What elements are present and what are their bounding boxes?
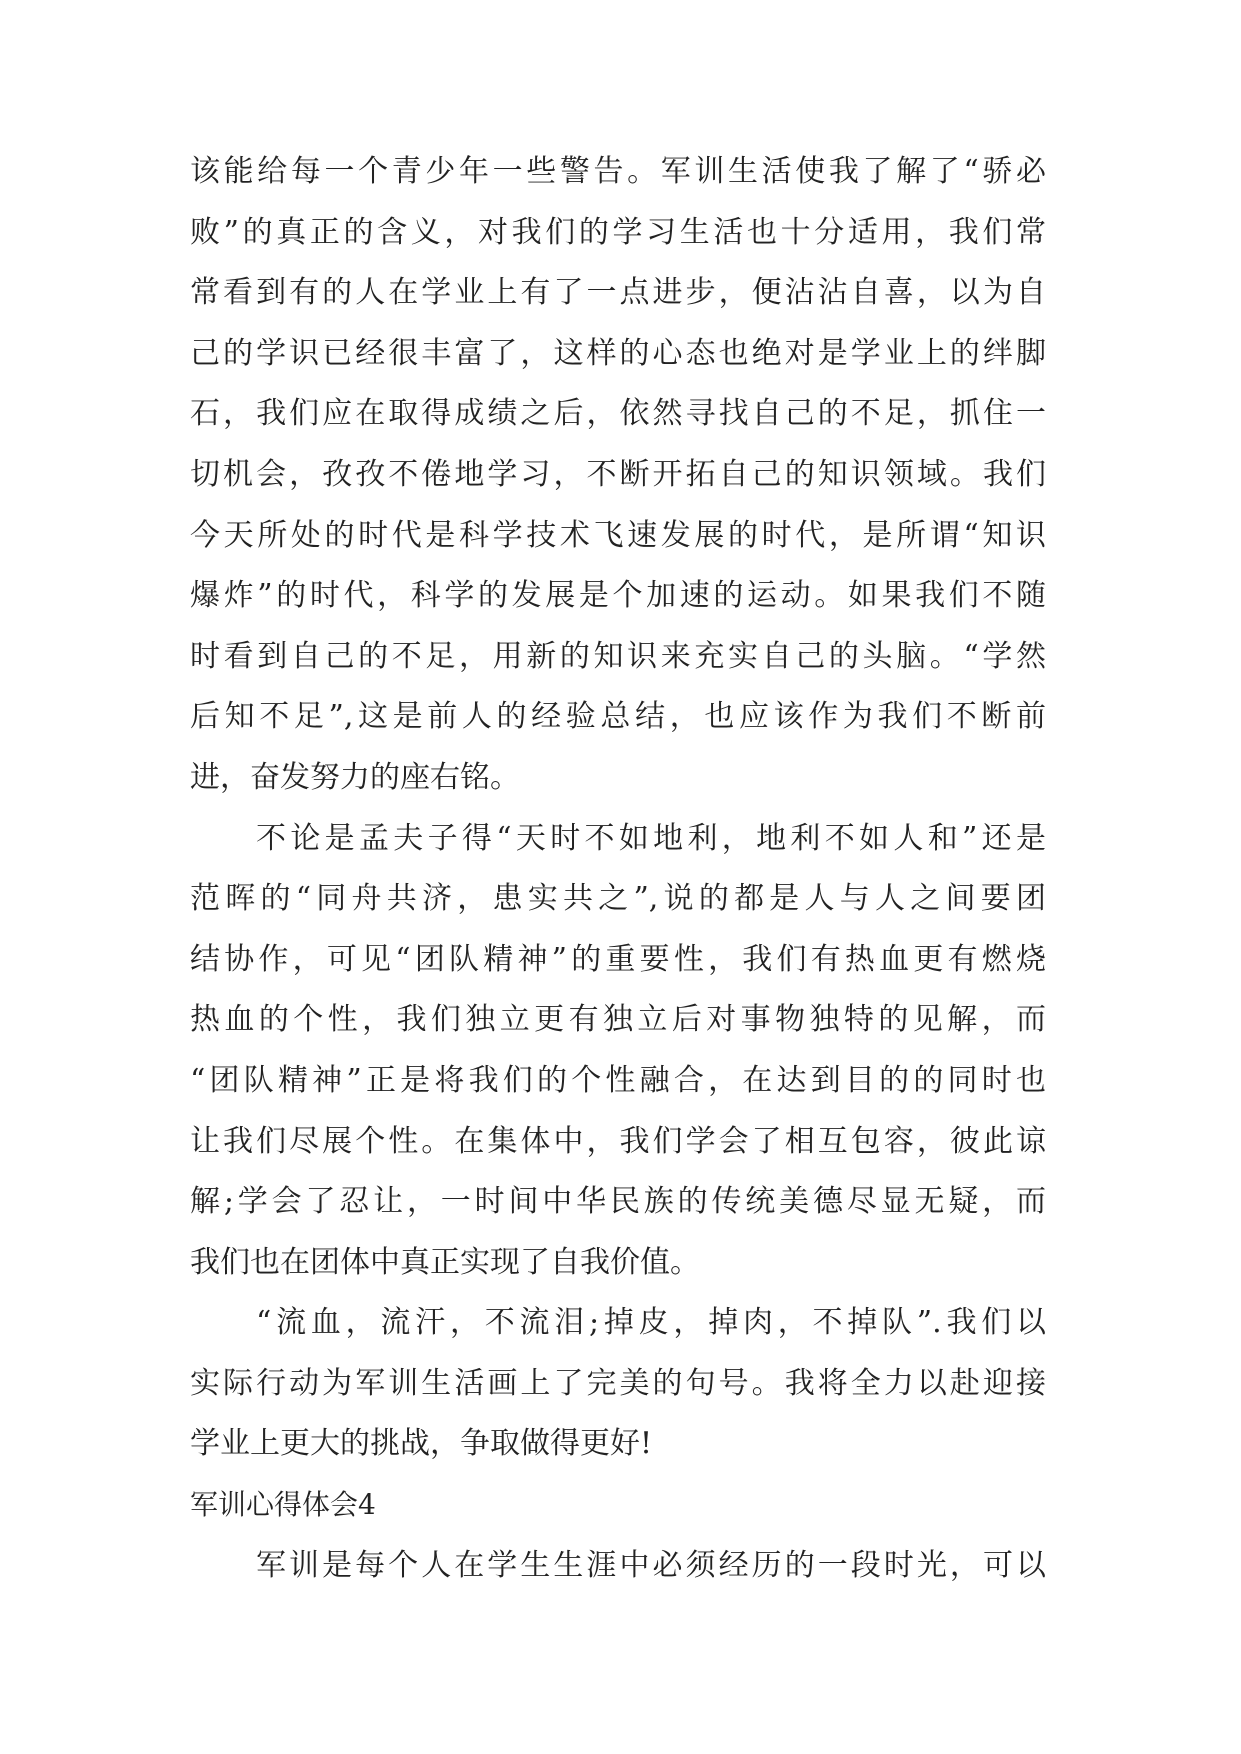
text-line: 时看到自己的不足，用新的知识来充实自己的头脑。“学然 <box>190 638 1046 674</box>
text-line: 让我们尽展个性。在集体中，我们学会了相互包容，彼此谅 <box>190 1123 1046 1159</box>
section-heading: 军训心得体会4 <box>190 1488 376 1522</box>
document-body <box>190 142 1046 1596</box>
text-line: 该能给每一个青少年一些警告。军训生活使我了解了“骄必 <box>190 154 1046 189</box>
text-line: 学业上更大的挑战，争取做得更好! <box>190 1426 653 1462</box>
text-line: 热血的个性，我们独立更有独立后对事物独特的见解，而 <box>190 1002 1046 1038</box>
text-line: 己的学识已经很丰富了，这样的心态也绝对是学业上的绊脚 <box>190 335 1046 371</box>
text-line: 解;学会了忍让，一时间中华民族的传统美德尽显无疑，而 <box>190 1184 1046 1220</box>
text-line: 石，我们应在取得成绩之后，依然寻找自己的不足，抓住一 <box>190 396 1046 432</box>
text-line: 常看到有的人在学业上有了一点进步，便沾沾自喜，以为自 <box>190 275 1046 311</box>
text-line: 实际行动为军训生活画上了完美的句号。我将全力以赴迎接 <box>190 1365 1046 1401</box>
text-line: 进，奋发努力的座右铭。 <box>190 759 520 795</box>
text-line: 范晖的“同舟共济，患实共之”,说的都是人与人之间要团 <box>190 881 1046 917</box>
paragraph-first-line: 不论是孟夫子得“天时不如地利，地利不如人和”还是 <box>256 820 1046 856</box>
text-line: 我们也在团体中真正实现了自我价值。 <box>190 1244 700 1280</box>
text-line: 切机会，孜孜不倦地学习，不断开拓自己的知识领域。我们 <box>190 456 1046 492</box>
text-line: “团队精神”正是将我们的个性融合，在达到目的的同时也 <box>190 1062 1046 1098</box>
paragraph-first-line: “流血，流汗，不流泪;掉皮，掉肉，不掉队”.我们以 <box>256 1305 1046 1341</box>
text-line: 结协作，可见“团队精神”的重要性，我们有热血更有燃烧 <box>190 941 1046 977</box>
paragraph-first-line: 军训是每个人在学生生涯中必须经历的一段时光，可以 <box>256 1547 1046 1583</box>
text-line: 败”的真正的含义，对我们的学习生活也十分适用，我们常 <box>190 214 1046 250</box>
text-line: 后知不足”,这是前人的经验总结，也应该作为我们不断前 <box>190 699 1046 735</box>
text-line: 爆炸”的时代，科学的发展是个加速的运动。如果我们不随 <box>190 578 1046 614</box>
text-line: 今天所处的时代是科学技术飞速发展的时代，是所谓“知识 <box>190 517 1046 553</box>
